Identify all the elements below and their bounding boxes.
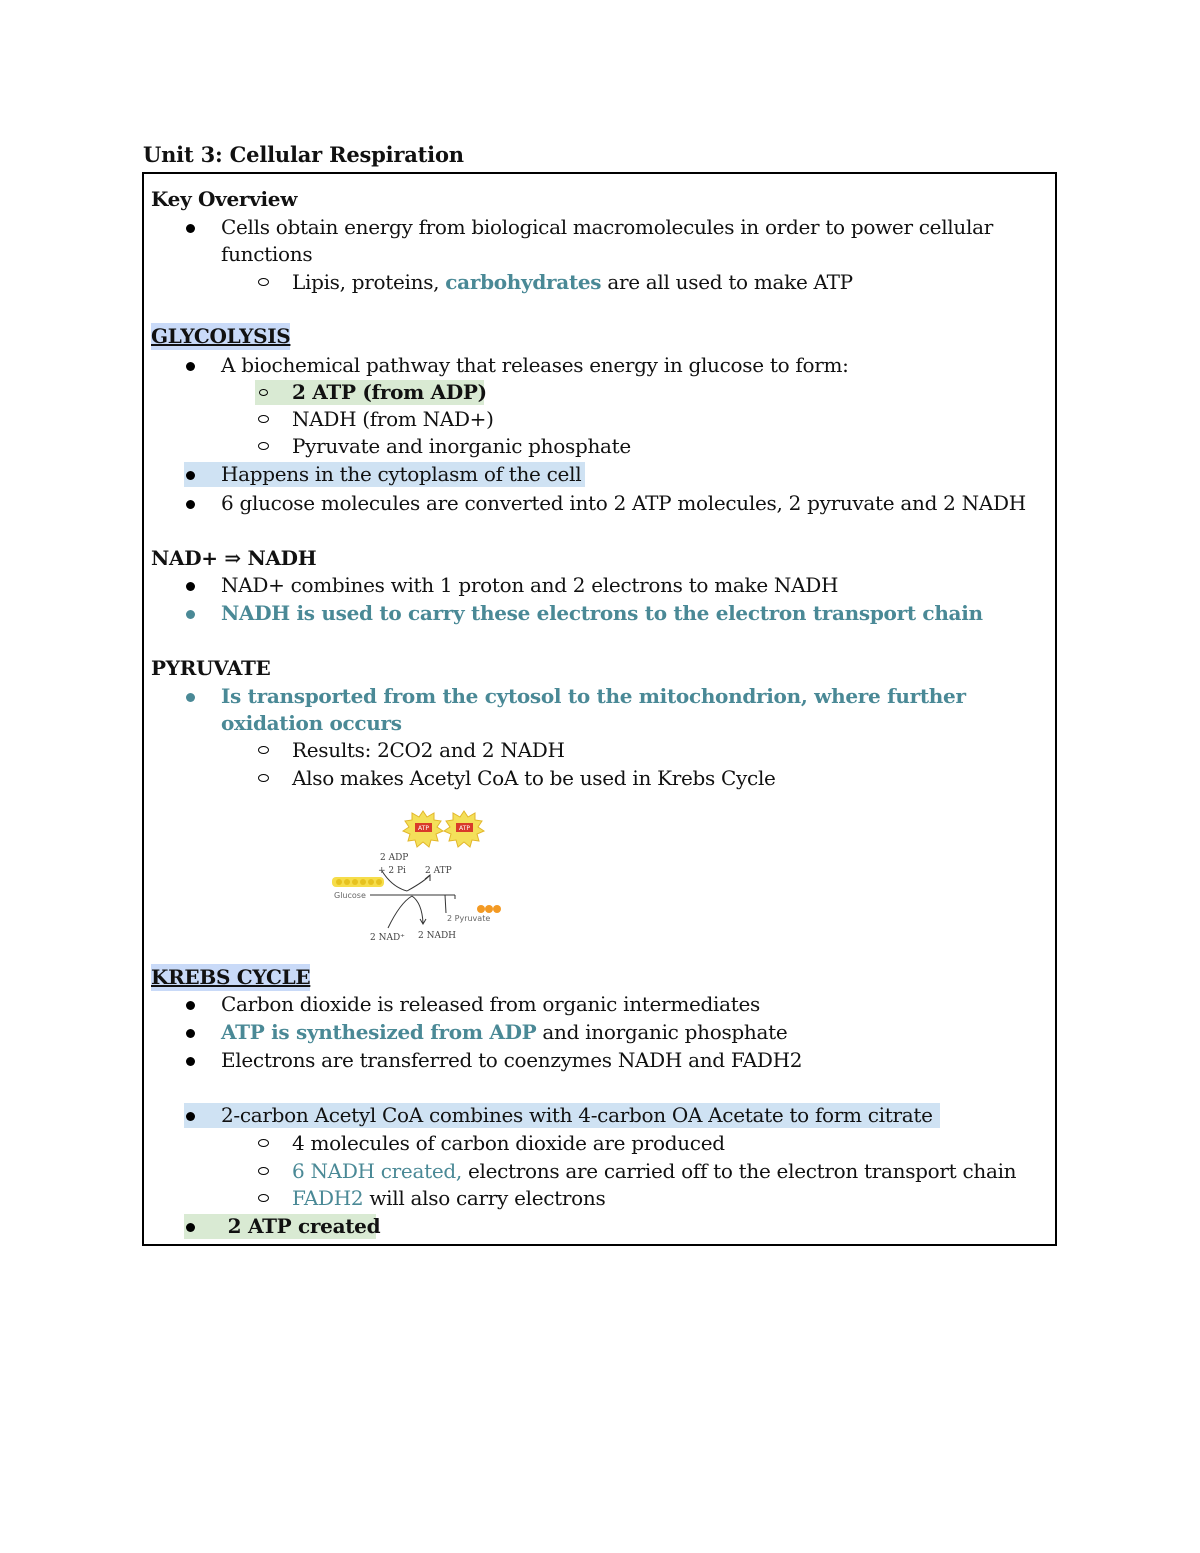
svg-text:2 NADH: 2 NADH	[418, 931, 457, 941]
svg-text:ATP: ATP	[459, 825, 470, 832]
pyruvate-icon	[477, 905, 501, 913]
bullet-icon	[186, 1223, 195, 1232]
svg-text:2 ATP: 2 ATP	[425, 866, 452, 876]
ring-bullet-icon	[258, 1194, 269, 1202]
svg-text:+ 2 Pi: + 2 Pi	[378, 866, 406, 876]
bullet-icon	[186, 1029, 195, 1038]
ring-bullet-icon	[258, 746, 269, 754]
ring-bullet-icon	[258, 415, 269, 423]
ring-bullet-icon	[258, 1139, 269, 1147]
svg-text:2 ADP: 2 ADP	[380, 853, 409, 863]
bullet-icon	[186, 471, 195, 480]
glycolysis-diagram	[330, 803, 530, 945]
svg-text:2 Pyruvate: 2 Pyruvate	[447, 914, 491, 923]
ring-bullet-icon	[258, 774, 269, 782]
bullet-icon	[186, 1112, 195, 1121]
bullet-icon	[186, 610, 195, 619]
ring-bullet-icon	[258, 442, 269, 450]
ring-bullet-icon	[259, 389, 268, 396]
svg-text:Glucose: Glucose	[334, 891, 366, 900]
svg-text:2 NAD⁺: 2 NAD⁺	[370, 933, 405, 943]
ring-bullet-icon	[258, 278, 269, 286]
page-title: Unit 3: Cellular Respiration	[143, 142, 464, 167]
ring-bullet-icon	[258, 1167, 269, 1175]
bullet-icon	[186, 582, 195, 591]
bullet-icon	[186, 362, 195, 371]
bullet-icon	[186, 224, 195, 233]
glucose-chain	[332, 877, 384, 887]
bullet-icon	[186, 693, 195, 702]
atp-burst-icon	[403, 811, 443, 847]
bullet-icon	[186, 1057, 195, 1066]
bullet-icon	[186, 1001, 195, 1010]
atp-burst-icon	[444, 811, 484, 847]
bullet-icon	[186, 500, 195, 509]
svg-text:ATP: ATP	[418, 825, 429, 832]
